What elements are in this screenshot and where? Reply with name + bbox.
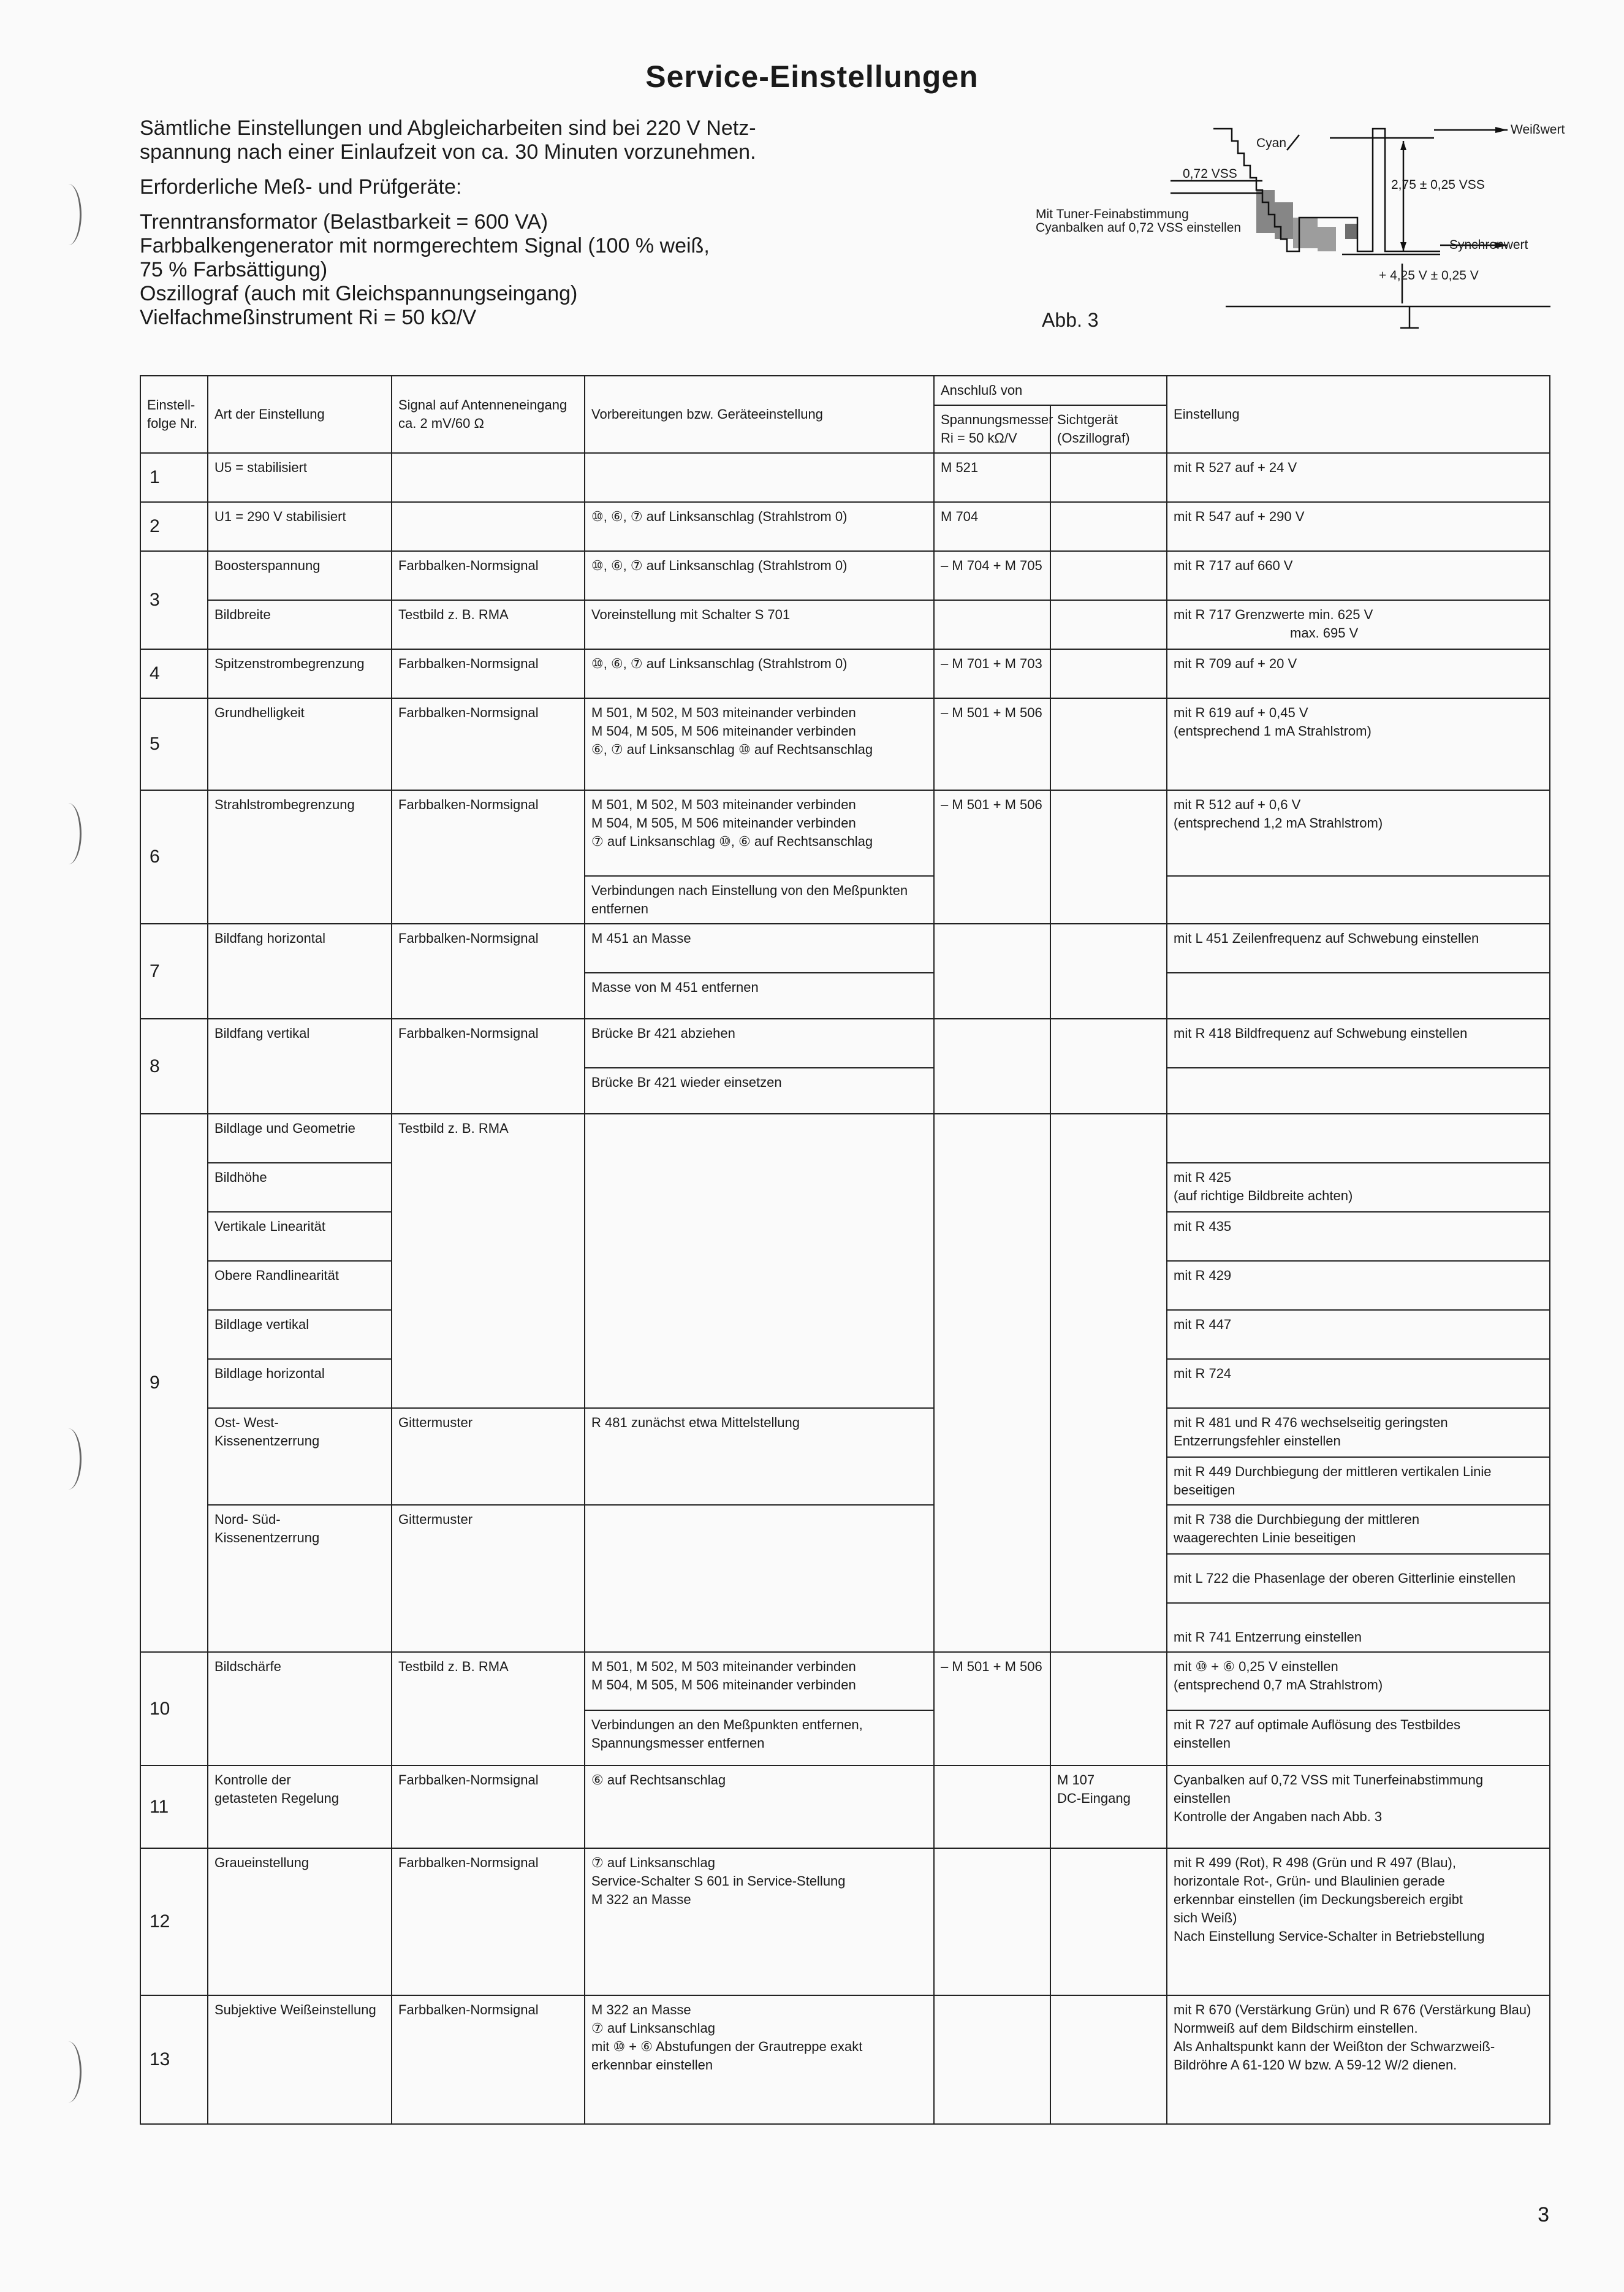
cell-vorbereitung: Masse von M 451 entfernen xyxy=(585,973,934,1019)
cell-einstellung xyxy=(1167,1408,1550,1457)
equipment-item: Oszillograf (auch mit Gleichspannungseingang) xyxy=(140,282,578,305)
header-vorbereitung: Vorbereitungen bzw. Geräteeinstellung xyxy=(585,376,934,453)
cell-sichtgeraet xyxy=(1050,453,1167,502)
cell-sichtgeraet xyxy=(1050,1765,1167,1848)
cell-vorbereitung xyxy=(585,453,934,502)
cell-sichtgeraet xyxy=(1050,600,1167,649)
cell-art: U1 = 290 V stabilisiert xyxy=(208,502,392,551)
header-spannungsmesser: Spannungsmesser Ri = 50 kΩ/V xyxy=(934,405,1050,453)
cell-signal xyxy=(392,502,585,551)
label-tuner-2: Cyanbalken auf 0,72 VSS einstellen xyxy=(1036,221,1242,235)
cell-art xyxy=(208,1505,392,1652)
header-anschluss: Anschluß von xyxy=(934,376,1167,405)
cell-einstellung xyxy=(1167,1765,1550,1848)
page-number: 3 xyxy=(1538,2203,1549,2226)
cell-signal: Farbbalken-Normsignal xyxy=(392,790,585,924)
cell-spannungsmesser xyxy=(934,600,1050,649)
cell-einstellung xyxy=(1167,600,1550,649)
cell-line: ⑦ auf Linksanschlag xyxy=(591,1855,715,1870)
cell-vorbereitung: Verbindungen nach Einstellung von den Meßpunkten entfernen xyxy=(585,876,934,924)
cell-art: U5 = stabilisiert xyxy=(208,453,392,502)
cell-vorbereitung: Voreinstellung mit Schalter S 701 xyxy=(585,600,934,649)
cell-einstellung: mit R 547 auf + 290 V xyxy=(1167,502,1550,551)
cell-signal xyxy=(392,453,585,502)
cell-vorbereitung: ⑥ auf Rechtsanschlag xyxy=(585,1765,934,1848)
cell-line: Kontrolle der Angaben nach Abb. 3 xyxy=(1174,1809,1383,1824)
cell-line: Kissenentzerrung xyxy=(214,1530,320,1545)
cell-vorbereitung: Brücke Br 421 wieder einsetzen xyxy=(585,1068,934,1114)
punch-hole-mark xyxy=(55,184,82,245)
cell-line: getasteten Regelung xyxy=(214,1791,340,1806)
cell-sichtgeraet xyxy=(1050,551,1167,600)
intro-line: Sämtliche Einstellungen und Abgleicharbeiten sind bei 220 V Netz- xyxy=(140,116,756,140)
cell-line: M 322 an Masse xyxy=(591,2002,691,2017)
cell-signal: Farbbalken-Normsignal xyxy=(392,1765,585,1848)
cell-line: Entzerrungsfehler einstellen xyxy=(1174,1433,1341,1449)
cell-line: mit R 670 (Verstärkung Grün) und R 676 (Verstärkung Blau) xyxy=(1174,2002,1531,2017)
cell-art: Boosterspannung xyxy=(208,551,392,600)
cell-signal: Farbbalken-Normsignal xyxy=(392,1019,585,1114)
cell-line: M 501, M 502, M 503 miteinander verbinden xyxy=(591,1659,856,1674)
header-einstellung: Einstellung xyxy=(1167,376,1550,453)
cell-einstellung xyxy=(1167,698,1550,790)
cell-vorbereitung xyxy=(585,1848,934,1995)
cell-art: Bildlage und Geometrie xyxy=(208,1114,392,1163)
cell-line: Spannungsmesser entfernen xyxy=(591,1735,765,1751)
cell-nr: 8 xyxy=(140,1019,208,1114)
cell-einstellung xyxy=(1167,1457,1550,1505)
cell-vorbereitung: M 451 an Masse xyxy=(585,924,934,973)
label-072: 0,72 VSS xyxy=(1183,167,1237,181)
cell-line: mit R 717 Grenzwerte min. 625 V xyxy=(1174,607,1373,622)
cell-line: M 504, M 505, M 506 miteinander verbinden xyxy=(591,815,856,831)
cell-einstellung xyxy=(1167,876,1550,924)
cell-nr: 6 xyxy=(140,790,208,924)
cell-vorbereitung: R 481 zunächst etwa Mittelstellung xyxy=(585,1408,934,1505)
cell-line: mit R 619 auf + 0,45 V xyxy=(1174,705,1308,720)
intro-line: spannung nach einer Einlaufzeit von ca. 30 Minuten vorzunehmen. xyxy=(140,140,756,164)
cell-art xyxy=(208,1765,392,1848)
cell-einstellung xyxy=(1167,790,1550,876)
label-tuner-1: Mit Tuner-Feinabstimmung xyxy=(1036,207,1189,221)
header-signal: Signal auf Antenneneingang ca. 2 mV/60 Ω xyxy=(392,376,585,453)
cell-line: Als Anhaltspunkt kann der Weißton der Schwarzweiß- xyxy=(1174,2039,1495,2054)
cell-spannungsmesser: – M 501 + M 506 xyxy=(934,698,1050,790)
cell-signal: Farbbalken-Normsignal xyxy=(392,1995,585,2124)
figure-caption: Abb. 3 xyxy=(1042,309,1099,331)
punch-hole-mark xyxy=(55,1428,82,1490)
cell-line: Ost- West- xyxy=(214,1415,279,1430)
cell-line: mit R 738 die Durchbiegung der mittleren xyxy=(1174,1512,1420,1527)
equipment-item: Trenntransformator (Belastbarkeit = 600 VA) xyxy=(140,210,548,234)
table-row xyxy=(140,1765,1550,1848)
cell-einstellung: mit R 741 Entzerrung einstellen xyxy=(1167,1603,1550,1652)
label-synchronwert: Synchronwert xyxy=(1449,238,1528,252)
cell-nr: 10 xyxy=(140,1652,208,1765)
cell-signal: Farbbalken-Normsignal xyxy=(392,649,585,698)
cell-line: einstellen xyxy=(1174,1735,1231,1751)
cell-line: mit R 512 auf + 0,6 V xyxy=(1174,797,1301,812)
cell-art: Vertikale Linearität xyxy=(208,1212,392,1261)
table-row xyxy=(140,1505,1550,1554)
cell-vorbereitung: ⑩, ⑥, ⑦ auf Linksanschlag (Strahlstrom 0) xyxy=(585,502,934,551)
cell-line: mit R 481 und R 476 wechselseitig geringsten xyxy=(1174,1415,1448,1430)
cell-line: (auf richtige Bildbreite achten) xyxy=(1174,1188,1353,1203)
table-row xyxy=(140,1652,1550,1710)
cell-line: ⑦ auf Linksanschlag xyxy=(591,2020,715,2036)
header-sichtgeraet: Sichtgerät (Oszillograf) xyxy=(1050,405,1167,453)
cell-einstellung: mit R 527 auf + 24 V xyxy=(1167,453,1550,502)
cell-line: erkennbar einstellen (im Deckungsbereich ergibt xyxy=(1174,1892,1463,1907)
cell-vorbereitung xyxy=(585,698,934,790)
label-cyan: Cyan xyxy=(1256,136,1287,150)
cell-spannungsmesser xyxy=(934,1995,1050,2124)
table-row xyxy=(140,1408,1550,1457)
cell-line: Kontrolle der xyxy=(214,1772,291,1788)
cell-spannungsmesser xyxy=(934,1114,1050,1652)
cell-einstellung xyxy=(1167,1163,1550,1212)
cell-einstellung: mit L 451 Zeilenfrequenz auf Schwebung einstellen xyxy=(1167,924,1550,973)
cell-einstellung xyxy=(1167,1652,1550,1710)
equipment-item: Vielfachmeßinstrument Ri = 50 kΩ/V xyxy=(140,306,477,329)
cell-signal: Farbbalken-Normsignal xyxy=(392,924,585,1019)
table-row xyxy=(140,790,1550,876)
header-art: Art der Einstellung xyxy=(208,376,392,453)
cell-line: einstellen xyxy=(1174,1791,1231,1806)
cell-spannungsmesser: M 704 xyxy=(934,502,1050,551)
table-row xyxy=(140,551,1550,600)
cell-spannungsmesser: – M 704 + M 705 xyxy=(934,551,1050,600)
cell-line: M 504, M 505, M 506 miteinander verbinden xyxy=(591,723,856,739)
cell-nr: 9 xyxy=(140,1114,208,1652)
cell-einstellung xyxy=(1167,973,1550,1019)
table-row xyxy=(140,502,1550,551)
label-425: + 4,25 V ± 0,25 V xyxy=(1379,268,1479,283)
cell-sichtgeraet xyxy=(1050,1848,1167,1995)
cell-einstellung: mit R 429 xyxy=(1167,1261,1550,1310)
cell-line: beseitigen xyxy=(1174,1482,1235,1498)
cell-line: mit R 499 (Rot), R 498 (Grün und R 497 (Blau), xyxy=(1174,1855,1456,1870)
cell-nr: 5 xyxy=(140,698,208,790)
equipment-item: Farbbalkengenerator mit normgerechtem Signal (100 % weiß, xyxy=(140,234,710,257)
cell-vorbereitung xyxy=(585,1505,934,1652)
header-nr: Einstell-folge Nr. xyxy=(140,376,208,453)
cell-line: M 501, M 502, M 503 miteinander verbinden xyxy=(591,797,856,812)
cell-einstellung xyxy=(1167,1505,1550,1554)
cell-sichtgeraet xyxy=(1050,698,1167,790)
table-row xyxy=(140,1114,1550,1163)
cell-spannungsmesser: – M 701 + M 703 xyxy=(934,649,1050,698)
cell-art: Bildschärfe xyxy=(208,1652,392,1765)
cell-line: Service-Schalter S 601 in Service-Stellung xyxy=(591,1873,846,1889)
cell-signal: Gittermuster xyxy=(392,1505,585,1652)
table-row xyxy=(140,1019,1550,1068)
cell-vorbereitung: ⑩, ⑥, ⑦ auf Linksanschlag (Strahlstrom 0) xyxy=(585,649,934,698)
cell-line: Nach Einstellung Service-Schalter in Betriebstellung xyxy=(1174,1928,1485,1944)
cell-line: erkennbar einstellen xyxy=(591,2057,713,2073)
cell-art: Bildlage horizontal xyxy=(208,1359,392,1408)
cell-line: Nord- Süd- xyxy=(214,1512,281,1527)
table-row xyxy=(140,924,1550,973)
table-row xyxy=(140,1848,1550,1995)
cell-line: DC-Eingang xyxy=(1057,1791,1131,1806)
cell-art: Bildbreite xyxy=(208,600,392,649)
cell-spannungsmesser xyxy=(934,1848,1050,1995)
cell-vorbereitung xyxy=(585,790,934,876)
label-275: 2,75 ± 0,25 VSS xyxy=(1391,178,1485,192)
cell-art: Bildhöhe xyxy=(208,1163,392,1212)
service-settings-table xyxy=(140,375,1550,2125)
label-weisswert: Weißwert xyxy=(1511,123,1565,137)
cell-line: (entsprechend 1,2 mA Strahlstrom) xyxy=(1174,815,1383,831)
cell-signal: Farbbalken-Normsignal xyxy=(392,1848,585,1995)
equipment-item: 75 % Farbsättigung) xyxy=(140,258,328,281)
cell-art: Bildlage vertikal xyxy=(208,1310,392,1359)
cell-line: mit R 449 Durchbiegung der mittleren vertikalen Linie xyxy=(1174,1464,1492,1479)
table-row xyxy=(140,649,1550,698)
cell-vorbereitung xyxy=(585,1652,934,1710)
cell-line: Bildröhre A 61-120 W bzw. A 59-12 W/2 dienen. xyxy=(1174,2057,1457,2073)
cell-line: Normweiß auf dem Bildschirm einstellen. xyxy=(1174,2020,1418,2036)
cell-einstellung xyxy=(1167,1068,1550,1114)
cell-signal: Gittermuster xyxy=(392,1408,585,1505)
cell-vorbereitung xyxy=(585,1710,934,1765)
cell-nr: 4 xyxy=(140,649,208,698)
cell-line: mit ⑩ + ⑥ Abstufungen der Grautreppe exakt xyxy=(591,2039,863,2054)
cell-sichtgeraet xyxy=(1050,1995,1167,2124)
cell-line: horizontale Rot-, Grün- und Blaulinien gerade xyxy=(1174,1873,1445,1889)
cell-signal: Farbbalken-Normsignal xyxy=(392,551,585,600)
cell-nr: 7 xyxy=(140,924,208,1019)
page-title: Service-Einstellungen xyxy=(645,59,979,94)
cell-einstellung xyxy=(1167,1848,1550,1995)
cell-line: mit R 727 auf optimale Auflösung des Testbildes xyxy=(1174,1717,1460,1732)
cell-line: mit R 425 xyxy=(1174,1170,1232,1185)
cell-line: Verbindungen an den Meßpunkten entfernen, xyxy=(591,1717,863,1732)
cell-spannungsmesser xyxy=(934,1019,1050,1114)
cell-sichtgeraet xyxy=(1050,1114,1167,1652)
cell-line: Cyanbalken auf 0,72 VSS mit Tunerfeinabstimmung xyxy=(1174,1772,1484,1788)
cell-art: Bildfang horizontal xyxy=(208,924,392,1019)
cell-einstellung: mit R 435 xyxy=(1167,1212,1550,1261)
cell-line: (entsprechend 0,7 mA Strahlstrom) xyxy=(1174,1677,1383,1692)
cell-vorbereitung: Brücke Br 421 abziehen xyxy=(585,1019,934,1068)
equipment-heading: Erforderliche Meß- und Prüfgeräte: xyxy=(140,175,462,199)
cell-vorbereitung xyxy=(585,1995,934,2124)
cell-line: ⑥, ⑦ auf Linksanschlag ⑩ auf Rechtsanschlag xyxy=(591,742,873,757)
cell-vorbereitung xyxy=(585,1114,934,1408)
cell-spannungsmesser: – M 501 + M 506 xyxy=(934,790,1050,924)
cell-sichtgeraet xyxy=(1050,502,1167,551)
cell-einstellung xyxy=(1167,1710,1550,1765)
cell-nr: 2 xyxy=(140,502,208,551)
cell-line: waagerechten Linie beseitigen xyxy=(1174,1530,1356,1545)
cell-line: max. 695 V xyxy=(1290,625,1359,641)
cell-art: Obere Randlinearität xyxy=(208,1261,392,1310)
cell-art xyxy=(208,1408,392,1505)
cell-einstellung: mit L 722 die Phasenlage der oberen Gitterlinie einstellen xyxy=(1167,1554,1550,1603)
cell-signal: Farbbalken-Normsignal xyxy=(392,698,585,790)
cell-einstellung xyxy=(1167,1995,1550,2124)
cell-line: M 504, M 505, M 506 miteinander verbinden xyxy=(591,1677,856,1692)
cell-line: (entsprechend 1 mA Strahlstrom) xyxy=(1174,723,1372,739)
cell-signal: Testbild z. B. RMA xyxy=(392,1114,585,1408)
cell-line: mit ⑩ + ⑥ 0,25 V einstellen xyxy=(1174,1659,1338,1674)
table-row xyxy=(140,600,1550,649)
punch-hole-mark xyxy=(55,2041,82,2103)
punch-hole-mark xyxy=(55,803,82,864)
cell-signal: Testbild z. B. RMA xyxy=(392,600,585,649)
cell-sichtgeraet xyxy=(1050,924,1167,1019)
cell-einstellung: mit R 418 Bildfrequenz auf Schwebung einstellen xyxy=(1167,1019,1550,1068)
cell-einstellung: mit R 717 auf 660 V xyxy=(1167,551,1550,600)
cell-signal: Testbild z. B. RMA xyxy=(392,1652,585,1765)
cell-einstellung: mit R 709 auf + 20 V xyxy=(1167,649,1550,698)
cell-einstellung: mit R 724 xyxy=(1167,1359,1550,1408)
cell-line: ⑦ auf Linksanschlag ⑩, ⑥ auf Rechtsanschlag xyxy=(591,834,873,849)
cell-art: Graueinstellung xyxy=(208,1848,392,1995)
cell-sichtgeraet xyxy=(1050,1652,1167,1765)
cell-spannungsmesser xyxy=(934,1765,1050,1848)
cell-line: Kissenentzerrung xyxy=(214,1433,320,1449)
table-row xyxy=(140,698,1550,790)
cell-art: Spitzenstrombegrenzung xyxy=(208,649,392,698)
cell-einstellung xyxy=(1167,1114,1550,1163)
cell-vorbereitung: ⑩, ⑥, ⑦ auf Linksanschlag (Strahlstrom 0) xyxy=(585,551,934,600)
cell-nr: 3 xyxy=(140,551,208,649)
cell-line: sich Weiß) xyxy=(1174,1910,1237,1925)
cell-nr: 11 xyxy=(140,1765,208,1848)
cell-sichtgeraet xyxy=(1050,790,1167,924)
cell-art: Bildfang vertikal xyxy=(208,1019,392,1114)
cell-sichtgeraet xyxy=(1050,649,1167,698)
cell-spannungsmesser xyxy=(934,924,1050,1019)
cell-sichtgeraet xyxy=(1050,1019,1167,1114)
intro-text xyxy=(140,116,826,330)
cell-spannungsmesser: – M 501 + M 506 xyxy=(934,1652,1050,1765)
cell-line: M 107 xyxy=(1057,1772,1095,1788)
cell-art: Subjektive Weißeinstellung xyxy=(208,1995,392,2124)
cell-nr: 13 xyxy=(140,1995,208,2124)
cell-line: M 501, M 502, M 503 miteinander verbinden xyxy=(591,705,856,720)
cell-art: Grundhelligkeit xyxy=(208,698,392,790)
cell-nr: 12 xyxy=(140,1848,208,1995)
table-row xyxy=(140,1995,1550,2124)
cell-spannungsmesser: M 521 xyxy=(934,453,1050,502)
cell-einstellung: mit R 447 xyxy=(1167,1310,1550,1359)
table-row xyxy=(140,453,1550,502)
cell-nr: 1 xyxy=(140,453,208,502)
table-header-row xyxy=(140,376,1550,405)
cell-art: Strahlstrombegrenzung xyxy=(208,790,392,924)
cell-line: M 322 an Masse xyxy=(591,1892,691,1907)
